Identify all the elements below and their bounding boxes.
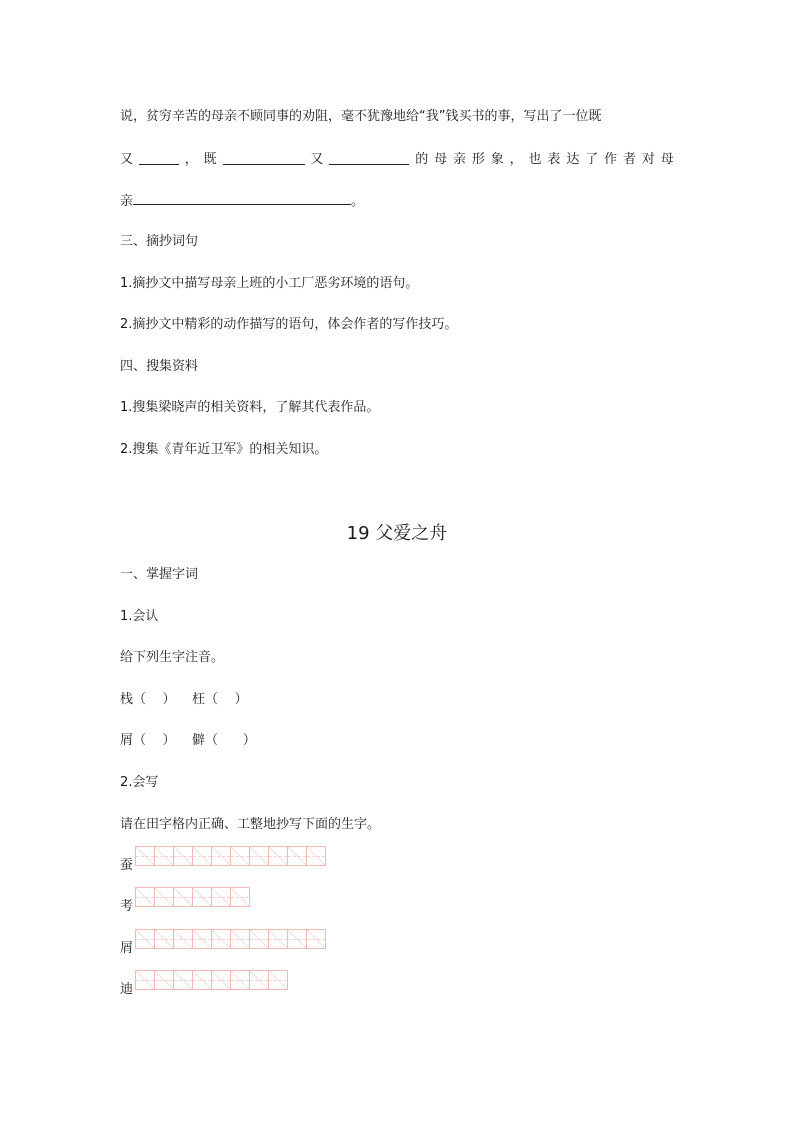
passage-word: 的 (415, 152, 429, 167)
tianzige-cell[interactable] (212, 846, 231, 866)
passage-word: 作 (604, 152, 618, 167)
passage-word: ， (184, 152, 198, 167)
passage-word: 亲 (452, 152, 466, 167)
tianzige-cell[interactable] (193, 887, 212, 907)
tianzige-cell[interactable] (269, 929, 288, 949)
tianzige-cell[interactable] (174, 970, 193, 990)
practice-char: 屑 (120, 941, 134, 956)
exercise-item: 2.摘抄文中精彩的动作描写的语句，体会作者的写作技巧。 (120, 317, 458, 332)
practice-char: 考 (120, 899, 134, 914)
sub-heading: 2.会写 (120, 775, 159, 790)
passage-word: 者 (622, 152, 636, 167)
passage-word: 又 (310, 152, 324, 167)
tianzige-cell[interactable] (174, 846, 193, 866)
passage-line-3 (120, 191, 364, 211)
exercise-item: 1.搜集梁晓声的相关资料，了解其代表作品。 (120, 400, 380, 415)
writing-practice-row (120, 939, 326, 958)
tianzige-grid[interactable] (135, 887, 250, 906)
exercise-item: 2.搜集《青年近卫军》的相关知识。 (120, 442, 328, 457)
instruction-text: 请在田字格内正确、工整地抄写下面的生字。 (120, 817, 381, 832)
tianzige-grid[interactable] (135, 970, 288, 989)
tianzige-cell[interactable] (269, 846, 288, 866)
tianzige-cell[interactable] (155, 929, 174, 949)
passage-word: 母 (660, 152, 674, 167)
tianzige-cell[interactable] (231, 970, 250, 990)
tianzige-cell[interactable] (155, 887, 174, 907)
passage-word: ， (509, 152, 523, 167)
answer-blank[interactable] (139, 151, 179, 165)
tianzige-cell[interactable] (135, 970, 155, 990)
tianzige-cell[interactable] (250, 929, 269, 949)
sub-heading: 1.会认 (120, 609, 159, 624)
tianzige-cell[interactable] (193, 929, 212, 949)
tianzige-cell[interactable] (250, 970, 269, 990)
lesson-title: 19 父爱之舟 (346, 523, 448, 544)
tianzige-cell[interactable] (174, 887, 193, 907)
tianzige-cell[interactable] (307, 929, 326, 949)
tianzige-cell[interactable] (193, 970, 212, 990)
tianzige-cell[interactable] (135, 846, 155, 866)
tianzige-cell[interactable] (212, 970, 231, 990)
writing-practice-row (120, 980, 288, 999)
tianzige-cell[interactable] (212, 929, 231, 949)
tianzige-cell[interactable] (155, 970, 174, 990)
section-heading: 三、摘抄词句 (120, 234, 199, 249)
practice-char: 迪 (120, 982, 134, 997)
passage-word: 既 (203, 152, 217, 167)
passage-word: 又 (120, 152, 134, 167)
section-heading: 四、搜集资料 (120, 359, 199, 374)
tianzige-cell[interactable] (288, 846, 307, 866)
tianzige-cell[interactable] (269, 970, 288, 990)
passage-line-1: 说，贫穷辛苦的母亲不顾同事的劝阻，毫不犹豫地给“我”钱买书的事，写出了一位既 (120, 109, 602, 124)
exercise-item: 1.摘抄文中描写母亲上班的小工厂恶劣环境的语句。 (120, 276, 419, 291)
tianzige-cell[interactable] (231, 929, 250, 949)
tianzige-grid[interactable] (135, 846, 326, 865)
passage-word: 表 (547, 152, 561, 167)
practice-char: 蚕 (120, 858, 134, 873)
passage-word: 也 (528, 152, 542, 167)
tianzige-cell[interactable] (231, 887, 250, 907)
tianzige-cell[interactable] (155, 846, 174, 866)
tianzige-cell[interactable] (288, 929, 307, 949)
passage-word: 形 (471, 152, 485, 167)
answer-blank[interactable] (223, 151, 305, 165)
passage-line-2 (120, 151, 674, 169)
tianzige-cell[interactable] (193, 846, 212, 866)
passage-word: 亲 (120, 194, 134, 209)
section-heading: 一、掌握字词 (120, 567, 199, 582)
passage-word: 了 (585, 152, 599, 167)
tianzige-cell[interactable] (307, 846, 326, 866)
tianzige-grid[interactable] (135, 929, 326, 948)
passage-word: 达 (566, 152, 580, 167)
instruction-text: 给下列生字注音。 (120, 650, 225, 665)
tianzige-cell[interactable] (174, 929, 193, 949)
writing-practice-row (120, 897, 250, 916)
answer-blank[interactable] (329, 151, 409, 165)
tianzige-cell[interactable] (135, 887, 155, 907)
tianzige-cell[interactable] (212, 887, 231, 907)
pinyin-question-line: 栈（ ） 枉（ ） (120, 692, 248, 707)
pinyin-question-line: 屑（ ） 僻（ ） (120, 733, 256, 748)
passage-word: 母 (434, 152, 448, 167)
tianzige-cell[interactable] (231, 846, 250, 866)
passage-word: 。 (351, 194, 365, 209)
answer-blank[interactable] (133, 191, 351, 205)
passage-word: 对 (641, 152, 655, 167)
writing-practice-row (120, 856, 326, 875)
passage-word: 象 (490, 152, 504, 167)
tianzige-cell[interactable] (250, 846, 269, 866)
tianzige-cell[interactable] (135, 929, 155, 949)
